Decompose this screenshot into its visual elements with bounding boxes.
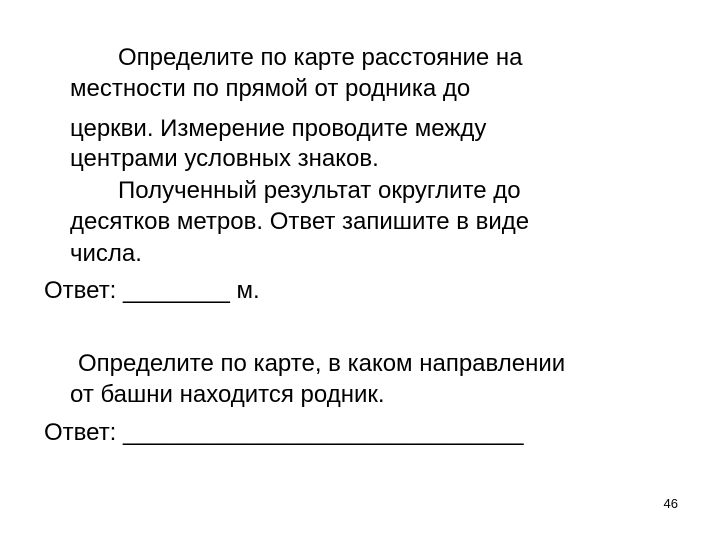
task-1-text-line: Полученный результат округлите до: [118, 177, 521, 204]
page-number: 46: [663, 496, 678, 511]
task-1-answer-line: Ответ: ________ м.: [44, 277, 260, 304]
task-1-text-line: церкви. Измерение проводите между: [70, 115, 487, 142]
task-1-text-line: центрами условных знаков.: [70, 145, 379, 172]
task-1-text-line: десятков метров. Ответ запишите в виде: [70, 208, 530, 235]
task-1-text-line: Определите по карте расстояние на: [118, 44, 523, 71]
task-1-text-line: местности по прямой от родника до: [70, 75, 471, 102]
task-2-text-line: от башни находится родник.: [70, 381, 385, 408]
task-1-text-line: числа.: [70, 240, 142, 267]
task-2-text-line: Определите по карте, в каком направлении: [78, 350, 566, 377]
task-2-answer-line: Ответ: ______________________________: [44, 419, 524, 446]
